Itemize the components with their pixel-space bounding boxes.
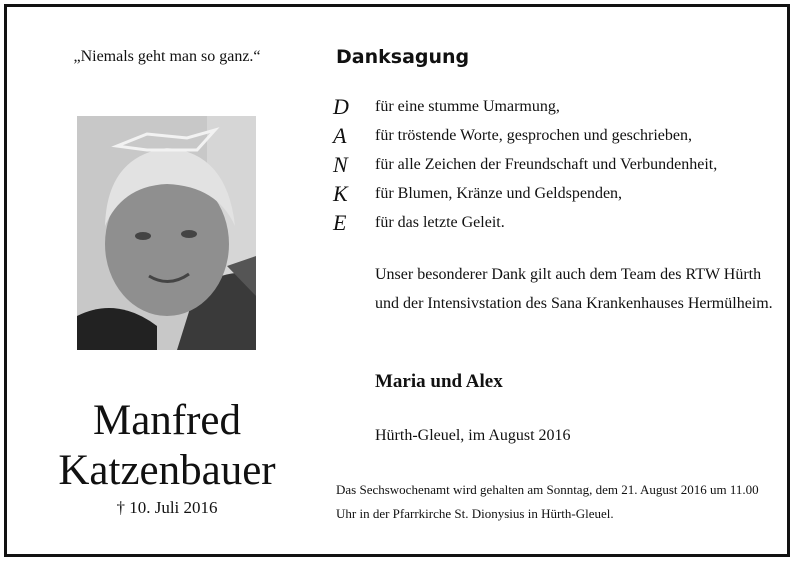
acrostic-text: für Blumen, Kränze und Geldspenden,: [375, 185, 623, 202]
deceased-last-name: Katzenbauer: [58, 447, 276, 494]
memorial-quote: „Niemals geht man so ganz.“: [73, 48, 261, 65]
deceased-first-name: Manfred: [92, 397, 242, 444]
notice-heading: Danksagung: [336, 46, 470, 68]
acrostic-text: für tröstende Worte, gesprochen und geschrieben,: [375, 127, 692, 144]
acrostic-text: für das letzte Geleit.: [375, 214, 505, 231]
acrostic-text: für eine stumme Umarmung,: [375, 98, 560, 115]
acrostic-letter: N: [333, 152, 348, 177]
portrait-photo: [77, 116, 256, 350]
death-date: † 10. Juli 2016: [116, 498, 218, 517]
special-thanks: Unser besonderer Dank gilt auch dem Team des RTW Hürth und der Intensivstation des Sana Krankenhauses Hermülheim.: [375, 266, 773, 312]
acrostic-text: für alle Zeichen der Freundschaft und Verbundenheit,: [375, 156, 718, 173]
acrostic-letter: E: [333, 210, 347, 235]
acrostic-letter: K: [333, 181, 348, 206]
acrostic-letter: D: [333, 94, 349, 119]
acrostic-letter: A: [333, 123, 347, 148]
signers: Maria und Alex: [375, 371, 503, 392]
place-date: Hürth-Gleuel, im August 2016: [375, 427, 571, 444]
service-note: Das Sechswochenamt wird gehalten am Sonntag, dem 21. August 2016 um 11.00 Uhr in der Pfarrkirche St. Dionysius in Hürth-Gleuel.: [336, 482, 759, 521]
